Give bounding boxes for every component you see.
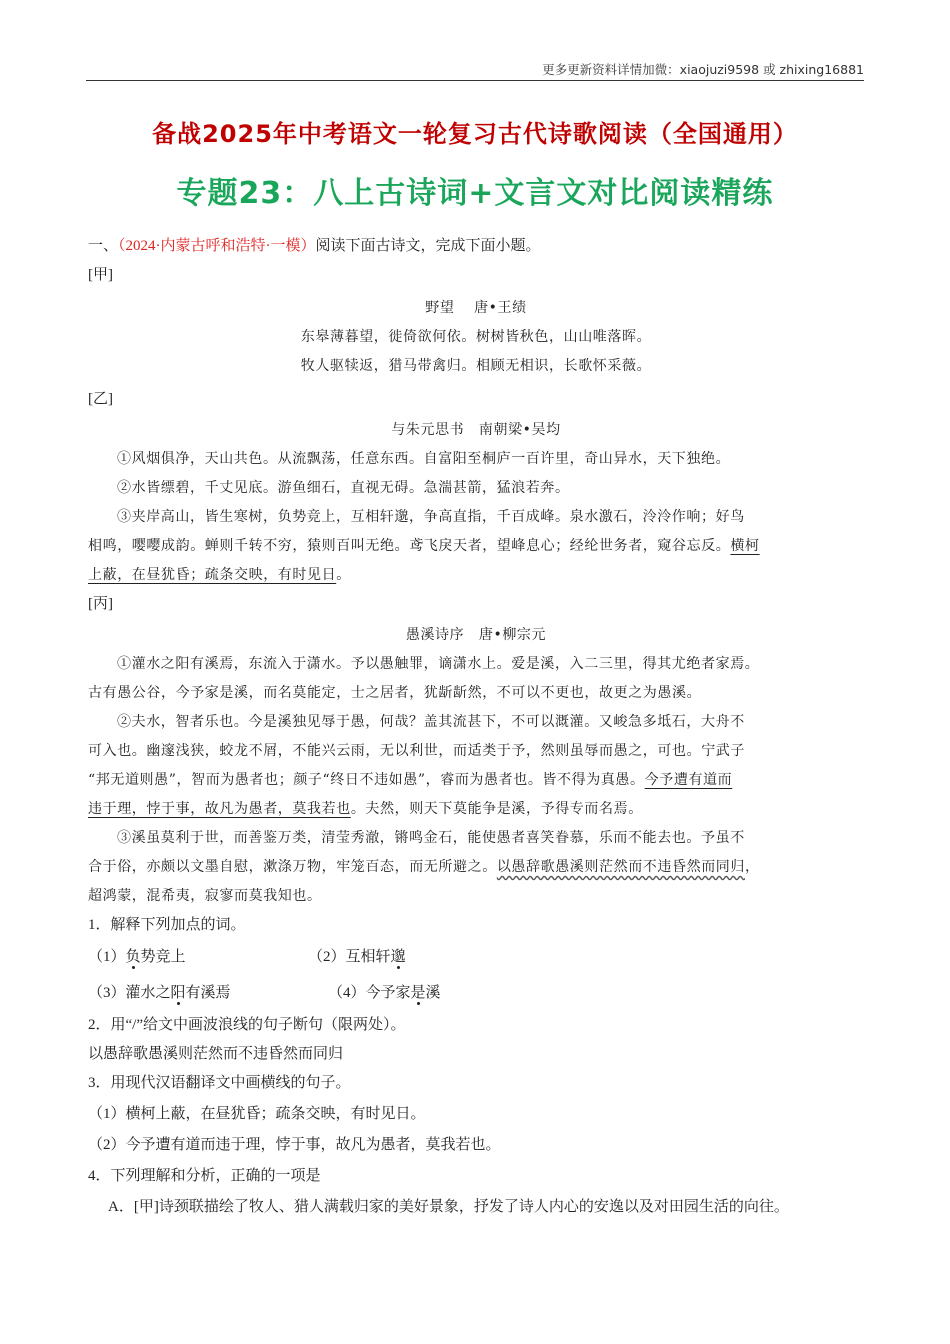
item-text: 溪: [425, 985, 441, 1001]
dotted-word: 是: [410, 985, 426, 1001]
yi-title: 与朱元思书 南朝梁•吴均: [391, 422, 561, 438]
bing-paragraph-2-line-2: 可入也。幽邃浅狭，蛟龙不屑，不能兴云雨，无以利世，而适类于予，然则虽辱而愚之，可也。宁武子: [88, 743, 745, 759]
item-text: 势竞上: [140, 949, 186, 965]
document-body: [88, 232, 864, 1222]
dotted-word: 邈: [390, 949, 406, 965]
question-instruction: 阅读下面古诗文，完成下面小题。: [315, 238, 541, 254]
bing-title: 愚溪诗序 唐•柳宗元: [405, 627, 547, 643]
question-1-stem: 1．解释下列加点的词。: [88, 917, 246, 933]
bing-label: [丙]: [88, 596, 113, 612]
question-1-item-4: [328, 979, 568, 1008]
bing-p2-text: “邦无道则愚”，智而为愚者也；颜子“终日不违如愚”，睿而为愚者也。皆不得为真愚。: [88, 772, 645, 788]
item-text: 灌水之: [125, 985, 171, 1001]
item-number: （2）: [308, 949, 346, 965]
question-3-sentence-1: （1）横柯上蔽，在昼犹昏；疏条交映，有时见日。: [88, 1106, 426, 1122]
underlined-sentence-2-end: 违于理，悖于事，故凡为愚者，莫我若也: [88, 801, 351, 817]
question-1-item-2: [308, 943, 548, 972]
question-2-stem: 2．用“/”给文中画波浪线的句子断句（限两处）。: [88, 1017, 406, 1033]
yi-paragraph-3-line-1: ③夹岸高山，皆生寒树，负势竞上，互相轩邈，争高直指，千百成峰。泉水激石，泠泠作响；好鸟: [117, 509, 745, 525]
question-number: 一、: [88, 238, 119, 254]
item-text: 互相轩: [345, 949, 391, 965]
question-1-row-2: [88, 979, 864, 1008]
bing-paragraph-3-line-3: 超鸿蒙，混希夷，寂寥而莫我知也。: [88, 888, 322, 904]
question-1-item-3: [88, 979, 328, 1008]
yi-paragraph-3-line-2: [88, 532, 864, 561]
underlined-sentence-1-start: 横柯: [730, 538, 760, 554]
sub-title: 专题23：八上古诗词+文言文对比阅读精练: [176, 176, 774, 211]
bing-p3-comma: ，: [745, 859, 760, 875]
question-2-sentence: 以愚辞歌愚溪则茫然而不违昏然而同归: [88, 1046, 344, 1062]
question-1-item-1: [88, 943, 308, 972]
underlined-sentence-1-end: 上蔽，在昼犹昏；疏条交映，有时见日: [88, 567, 337, 583]
jia-line-1: 东皋薄暮望，徙倚欲何依。树树皆秋色，山山唯落晖。: [300, 329, 652, 345]
bing-paragraph-2-line-3: [88, 766, 864, 795]
jia-title: 野望 唐•王绩: [425, 300, 527, 316]
bing-p3-text: 合于俗，亦颇以文墨自慰，漱涤万物，牢笼百态，而无所避之。: [88, 859, 497, 875]
underlined-sentence-2-start: 今予遭有道而: [644, 772, 733, 788]
yi-paragraph-1: ①风烟俱净，天山共色。从流飘荡，任意东西。自富阳至桐庐一百许里，奇山异水，天下独绝。: [117, 451, 731, 467]
question-4-option-a: A．[甲]诗颈联描绘了牧人、猎人满载归家的美好景象，抒发了诗人内心的安逸以及对田园生活的向往。: [108, 1199, 789, 1215]
question-3-stem: 3．用现代汉语翻译文中画横线的句子。: [88, 1075, 351, 1091]
question-3-sentence-2: （2）今予遭有道而违于理，悖于事，故凡为愚者，莫我若也。: [88, 1137, 501, 1153]
bing-paragraph-2-line-4: [88, 795, 864, 824]
item-number: （4）: [328, 985, 366, 1001]
main-title: 备战2025年中考语文一轮复习古代诗歌阅读（全国通用）: [152, 120, 798, 148]
question-4-stem: 4．下列理解和分析，正确的一项是: [88, 1168, 321, 1184]
yi-p3-text: 相鸣，嘤嘤成韵。蝉则千转不穷，猿则百叫无绝。鸢飞戾天者，望峰息心；经纶世务者，窥谷忘反。: [88, 538, 731, 554]
bing-paragraph-1-line-1: ①灌水之阳有溪焉，东流入于潇水。予以愚触罪，谪潇水上。爱是溪，入二三里，得其尤绝者家焉。: [117, 656, 760, 672]
yi-label: [乙]: [88, 391, 113, 407]
question-source: （2024·内蒙古呼和浩特·一模）: [118, 238, 316, 254]
dotted-word: 阳: [170, 985, 186, 1001]
jia-line-2: 牧人驱犊返，猎马带禽归。相顾无相识，长歌怀采薇。: [300, 358, 652, 374]
item-text: 有溪焉: [185, 985, 231, 1001]
dotted-word: 负: [125, 949, 141, 965]
header-divider: [86, 80, 864, 81]
item-number: （3）: [88, 985, 126, 1001]
yi-paragraph-2: ②水皆缥碧，千丈见底。游鱼细石，直视无碍。急湍甚箭，猛浪若奔。: [117, 480, 570, 496]
question-1-row-1: [88, 943, 864, 972]
yi-paragraph-3-line-3: [88, 561, 864, 590]
yi-p3-end-punct: 。: [336, 567, 351, 583]
jia-label: [甲]: [88, 267, 113, 283]
wavy-sentence: 以愚辞歌愚溪则茫然而不违昏然而同归: [496, 859, 746, 875]
bing-paragraph-3-line-1: ③溪虽莫利于世，而善鉴万类，清莹秀澈，锵鸣金石，能使愚者喜笑眷慕，乐而不能去也。予虽不: [117, 830, 745, 846]
bing-paragraph-3-line-2: [88, 853, 864, 882]
question-intro: [88, 232, 864, 261]
item-number: （1）: [88, 949, 126, 965]
bing-paragraph-2-line-1: ②夫水，智者乐也。今是溪独见辱于愚，何哉？盖其流甚下，不可以溉灌。又峻急多坻石，大舟不: [117, 714, 745, 730]
bing-paragraph-1-line-2: 古有愚公谷，今予家是溪，而名莫能定，士之居者，犹龂龂然，不可以不更也，故更之为愚溪。: [88, 685, 702, 701]
header-note: 更多更新资料详情加微：xiaojuzi9598 或 zhixing16881: [542, 62, 864, 77]
item-text: 今予家: [365, 985, 411, 1001]
bing-p2-rest: 。夫然，则天下莫能争是溪，予得专而名焉。: [350, 801, 643, 817]
